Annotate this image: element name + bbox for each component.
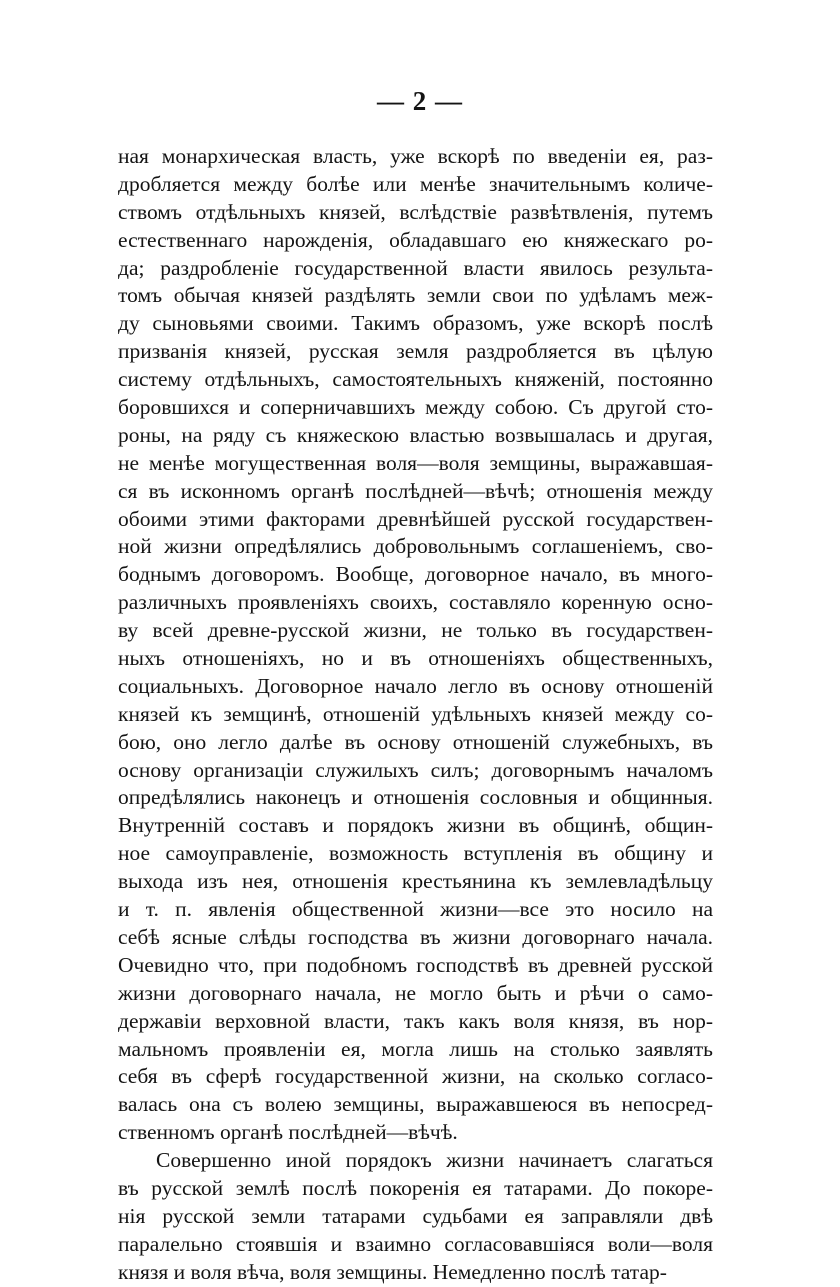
text-line: различныхъ проявленiяхъ своихъ, составляло коренную осно- <box>118 590 713 615</box>
text-line: да; раздробленiе государственной власти явилось результа- <box>118 255 713 280</box>
text-line: ду сыновьями своими. Такимъ образомъ, уже вскорѣ послѣ <box>118 311 713 336</box>
text-line: ная монархическая власть, уже вскорѣ по введенiи ея, раз- <box>118 144 713 168</box>
text-line: дробляется между болѣе или менѣе значительнымъ количе- <box>118 171 713 196</box>
text-line: Совершенно иной порядокъ жизни начинаетъ слагаться <box>156 1148 713 1173</box>
text-line: ной жизни опредѣлялись добровольнымъ соглашенiемъ, сво- <box>118 534 713 559</box>
text-line: систему отдѣльныхъ, самостоятельныхъ княженiй, постоянно <box>118 367 713 392</box>
text-line: опредѣлялись наконецъ и отношенiя сословныя и общинныя. <box>118 785 713 810</box>
text-line: паралельно стоявшiя и взаимно согласовавшiяся воли—воля <box>118 1231 713 1256</box>
text-line: ву всей древне-русской жизни, не только въ государствен- <box>118 618 713 643</box>
page-number: — 2 — <box>377 86 463 116</box>
text-line: призванiя князей, русская земля раздробляется въ цѣлую <box>118 339 713 364</box>
text-line: Очевидно что, при подобномъ господствѣ въ древней русской <box>118 952 713 977</box>
text-line: основу организацiи служилыхъ силъ; договорнымъ началомъ <box>118 757 713 782</box>
text-line: нiя русской земли татарами судьбами ея заправляли двѣ <box>118 1203 713 1228</box>
text-line: князя и воля вѣча, воля земщины. Немедленно послѣ татар- <box>118 1259 667 1284</box>
text-line: естественнаго нарожденiя, обладавшаго ею княжескаго ро- <box>118 227 713 252</box>
text-line: социальныхъ. Договорное начало легло въ основу отношенiй <box>118 673 713 698</box>
text-line: валась она съ волею земщины, выражавшеюся въ непосред- <box>118 1092 713 1117</box>
text-line: ствомъ отдѣльныхъ князей, вслѣдствiе развѣтвленiя, путемъ <box>118 199 713 224</box>
text-line: ныхъ отношенiяхъ, но и въ отношенiяхъ общественныхъ, <box>118 646 713 671</box>
text-line: томъ обычая князей раздѣлять земли свои по удѣламъ меж- <box>118 283 713 308</box>
text-line: Внутреннiй составъ и порядокъ жизни въ общинѣ, общин- <box>118 813 713 838</box>
paragraph <box>118 143 713 1147</box>
text-line: ственномъ органѣ послѣдней—вѣчѣ. <box>118 1120 458 1145</box>
text-line: себѣ ясные слѣды господства въ жизни договорнаго начала. <box>118 924 713 949</box>
text-line: державiи верховной власти, такъ какъ воля князя, въ нор- <box>118 1008 713 1033</box>
text-line: роны, на ряду съ княжескою властью возвышалась и другая, <box>118 422 713 447</box>
text-line: боднымъ договоромъ. Вообще, договорное начало, въ много- <box>118 562 713 587</box>
text-line: князей къ земщинѣ, отношенiй удѣльныхъ князей между со- <box>118 701 713 726</box>
text-line: жизни договорнаго начала, не могло быть и рѣчи о само- <box>118 980 713 1005</box>
text-line: въ русской землѣ послѣ покоренiя ея татарами. До покоре- <box>118 1175 713 1200</box>
text-line: не менѣе могущественная воля—воля земщины, выражавшая- <box>118 450 713 475</box>
text-line: мальномъ проявленiи ея, могла лишь на столько заявлять <box>118 1036 713 1061</box>
body-text <box>118 143 713 1287</box>
text-line: и т. п. явленiя общественной жизни—все это носило на <box>118 897 713 922</box>
text-line: боровшихся и соперничавшихъ между собою. Съ другой сто- <box>118 395 713 420</box>
text-line: выхода изъ нея, отношенiя крестьянина къ землевладѣльцу <box>118 869 713 894</box>
text-line: обоими этими факторами древнѣйшей русской государствен- <box>118 506 713 531</box>
text-line: ся въ исконномъ органѣ послѣдней—вѣчѣ; отношенiя между <box>118 478 713 503</box>
text-line: бою, оно легло далѣе въ основу отношенiй служебныхъ, въ <box>118 729 713 754</box>
text-line: себя въ сферѣ государственной жизни, на сколько согласо- <box>118 1064 713 1089</box>
text-line: ное самоуправленiе, возможность вступленiя въ общину и <box>118 841 713 866</box>
paragraph <box>118 1147 713 1286</box>
